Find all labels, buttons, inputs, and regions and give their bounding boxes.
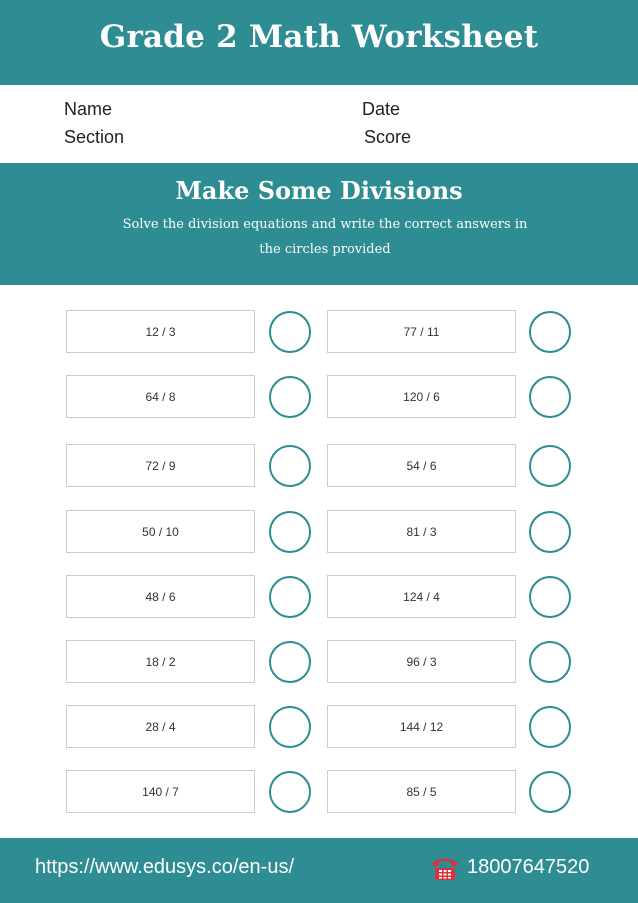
problem-box: 140 / 7: [66, 770, 255, 813]
answer-circle[interactable]: [269, 311, 311, 353]
problem-box: 81 / 3: [327, 510, 516, 553]
problem-box: 28 / 4: [66, 705, 255, 748]
answer-circle[interactable]: [269, 376, 311, 418]
website-link[interactable]: https://www.edusys.co/en-us/: [35, 856, 295, 878]
problem-box: 54 / 6: [327, 444, 516, 487]
answer-circle[interactable]: [529, 445, 571, 487]
answer-circle[interactable]: [269, 576, 311, 618]
answer-circle[interactable]: [269, 706, 311, 748]
activity-title: Make Some Divisions: [175, 176, 463, 205]
date-label: Date: [362, 99, 401, 119]
answer-circle[interactable]: [269, 511, 311, 553]
answer-circle[interactable]: [529, 511, 571, 553]
score-label: Score: [364, 127, 412, 147]
answer-circle[interactable]: [269, 771, 311, 813]
answer-circle[interactable]: [269, 641, 311, 683]
answer-circle[interactable]: [529, 641, 571, 683]
problem-box: 64 / 8: [66, 375, 255, 418]
problem-box: 124 / 4: [327, 575, 516, 618]
answer-circle[interactable]: [529, 311, 571, 353]
problem-box: 77 / 11: [327, 310, 516, 353]
answer-circle[interactable]: [529, 706, 571, 748]
problem-box: 72 / 9: [66, 444, 255, 487]
problem-box: 96 / 3: [327, 640, 516, 683]
problem-box: 12 / 3: [66, 310, 255, 353]
activity-instruction: [80, 212, 570, 262]
section-label: Section: [64, 127, 125, 147]
answer-circle[interactable]: [269, 445, 311, 487]
phone-number[interactable]: 18007647520: [467, 856, 590, 878]
worksheet-title: Grade 2 Math Worksheet: [99, 19, 539, 55]
answer-circle[interactable]: [529, 576, 571, 618]
answer-circle[interactable]: [529, 771, 571, 813]
name-label: Name: [64, 99, 113, 119]
instruction-line-1: Solve the division equations and write the correct answers in: [122, 217, 528, 232]
problem-box: 18 / 2: [66, 640, 255, 683]
answer-circle[interactable]: [529, 376, 571, 418]
problem-box: 85 / 5: [327, 770, 516, 813]
problem-box: 50 / 10: [66, 510, 255, 553]
instruction-line-2: the circles provided: [259, 242, 391, 257]
problem-box: 48 / 6: [66, 575, 255, 618]
problem-box: 144 / 12: [327, 705, 516, 748]
problem-box: 120 / 6: [327, 375, 516, 418]
telephone-icon: [430, 853, 460, 883]
